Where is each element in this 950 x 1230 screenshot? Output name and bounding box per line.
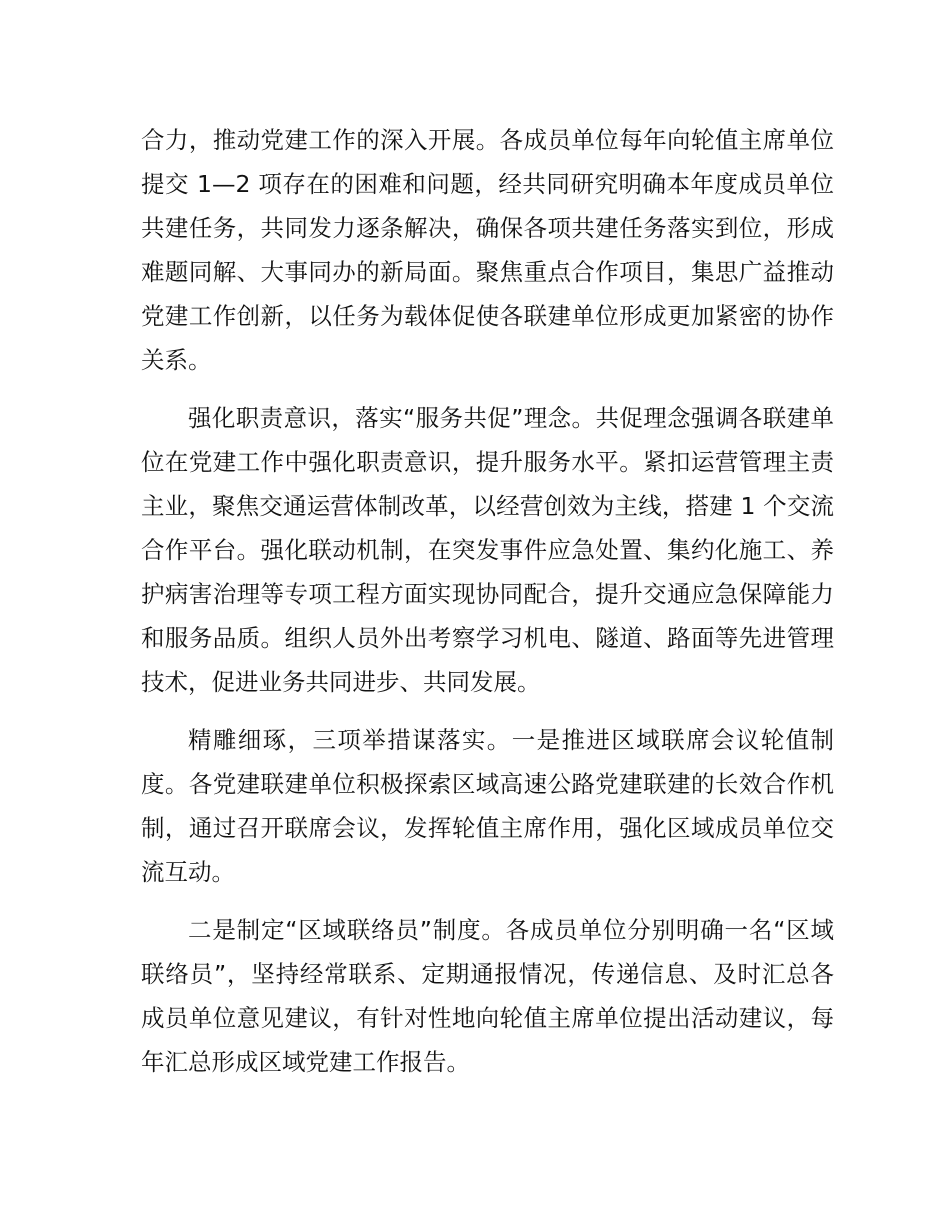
- paragraph-three-measures: 精雕细琢，三项举措谋落实。一是推进区域联席会议轮值制度。各党建联建单位积极探索区域高速公路党建联建的长效合作机制，通过召开联席会议，发挥轮值主席作用，强化区域成员单位交流互动。: [141, 726, 834, 886]
- paragraph-service-promotion: 强化职责意识，落实“服务共促”理念。共促理念强调各联建单位在党建工作中强化职责意识，提升服务水平。紧扣运营管理主责主业，聚焦交通运营体制改革，以经营创效为主线，搭建 1 个交流合作平台。强化联动机制，在突发事件应急处置、集约化施工、养护病害治理等专项工程方面实现协同配合，提升交通应急保障能力和服务品质。组织人员外出考察学习机电、隧道、路面等先进管理技术，促进业务共同进步、共同发展。: [141, 404, 834, 696]
- document-body: [141, 118, 834, 1098]
- paragraph-regional-liaison: 二是制定“区域联络员”制度。各成员单位分别明确一名“区域联络员”，坚持经常联系、定期通报情况，传递信息、及时汇总各成员单位意见建议，有针对性地向轮值主席单位提出活动建议，每年汇总形成区域党建工作报告。: [141, 916, 834, 1076]
- paragraph-continuation: 合力，推动党建工作的深入开展。各成员单位每年向轮值主席单位提交 1—2 项存在的困难和问题，经共同研究明确本年度成员单位共建任务，共同发力逐条解决，确保各项共建任务落实到位，形成难题同解、大事同办的新局面。聚焦重点合作项目，集思广益推动党建工作创新，以任务为载体促使各联建单位形成更加紧密的协作关系。: [141, 126, 834, 374]
